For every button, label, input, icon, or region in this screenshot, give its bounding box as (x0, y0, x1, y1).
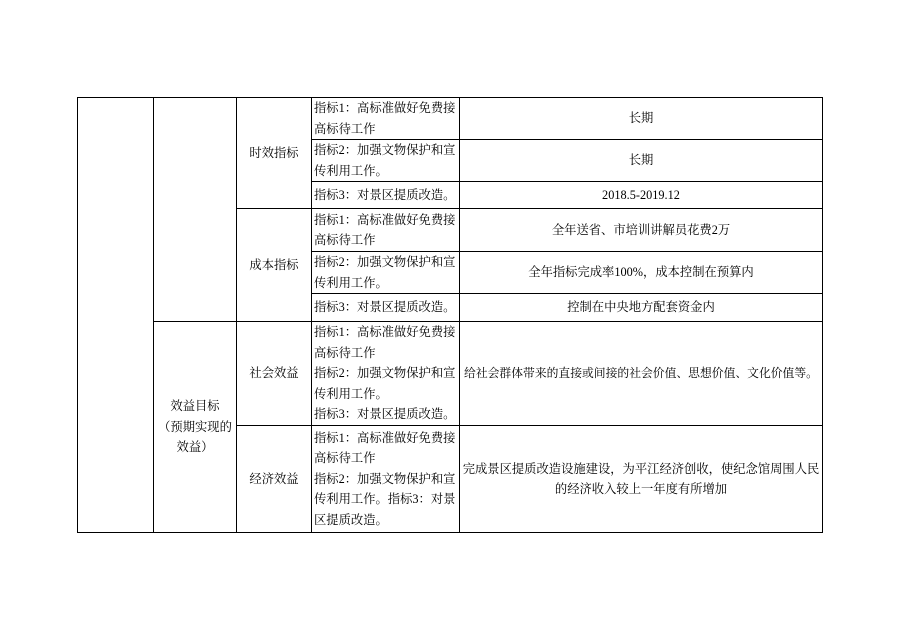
category-label: 经济效益 (249, 471, 299, 486)
category-cell-cost (237, 209, 312, 322)
indicator-cell: 指标1：高标准做好免费接高标待工作 (312, 98, 460, 140)
indicator-cell (312, 426, 460, 533)
value-cell: 2018.5-2019.12 (460, 182, 823, 209)
category-cell-timeliness (237, 98, 312, 209)
value-cell: 全年指标完成率100%，成本控制在预算内 (460, 252, 823, 294)
indicator-cell: 指标3：对景区提质改造。 (312, 182, 460, 209)
indicator-item: 指标2：加强文物保护和宣传利用工作。指标3：对景区提质改造。 (314, 471, 456, 527)
indicator-cell: 指标2：加强文物保护和宣传利用工作。 (312, 252, 460, 294)
blank-first-column-cell (78, 98, 154, 533)
indicator-item: 指标3：对景区提质改造。 (314, 407, 456, 422)
blank-second-column-cell (154, 98, 237, 322)
value-text: 给社会群体带来的直接或间接的社会价值、思想价值、文化价值等。 (464, 366, 818, 381)
value-cell: 控制在中央地方配套资金内 (460, 294, 823, 322)
indicator-cell: 指标1：高标准做好免费接高标待工作 (312, 209, 460, 252)
category-label: 社会效益 (249, 366, 299, 381)
category-cell-economic-benefit (237, 426, 312, 533)
indicator-cell (312, 322, 460, 426)
value-cell: 完成景区提质改造设施建设，为平江经济创收，使纪念馆周围人民的经济收入较上一年度有所增加 (460, 426, 823, 533)
value-cell: 长期 (460, 98, 823, 140)
indicator-cell: 指标2：加强文物保护和宣传利用工作。 (312, 140, 460, 182)
benefit-goal-title: 效益目标 (170, 399, 220, 414)
value-cell (460, 322, 823, 426)
category-label: 时效指标 (249, 145, 299, 160)
indicator-cell: 指标3：对景区提质改造。 (312, 294, 460, 322)
benefit-goal-subtitle: （预期实现的效益） (158, 419, 232, 455)
table-row (78, 322, 823, 426)
value-cell: 全年送省、市培训讲解员花费2万 (460, 209, 823, 252)
category-label: 成本指标 (249, 257, 299, 272)
value-cell: 长期 (460, 140, 823, 182)
performance-indicator-table (77, 97, 823, 533)
table-row (78, 98, 823, 140)
indicator-item: 指标1：高标准做好免费接高标待工作 (314, 430, 456, 466)
benefit-goal-cell (154, 322, 237, 533)
indicator-item: 指标2：加强文物保护和宣传利用工作。 (314, 366, 456, 401)
indicator-item: 指标1：高标准做好免费接高标待工作 (314, 325, 456, 360)
category-cell-social-benefit (237, 322, 312, 426)
